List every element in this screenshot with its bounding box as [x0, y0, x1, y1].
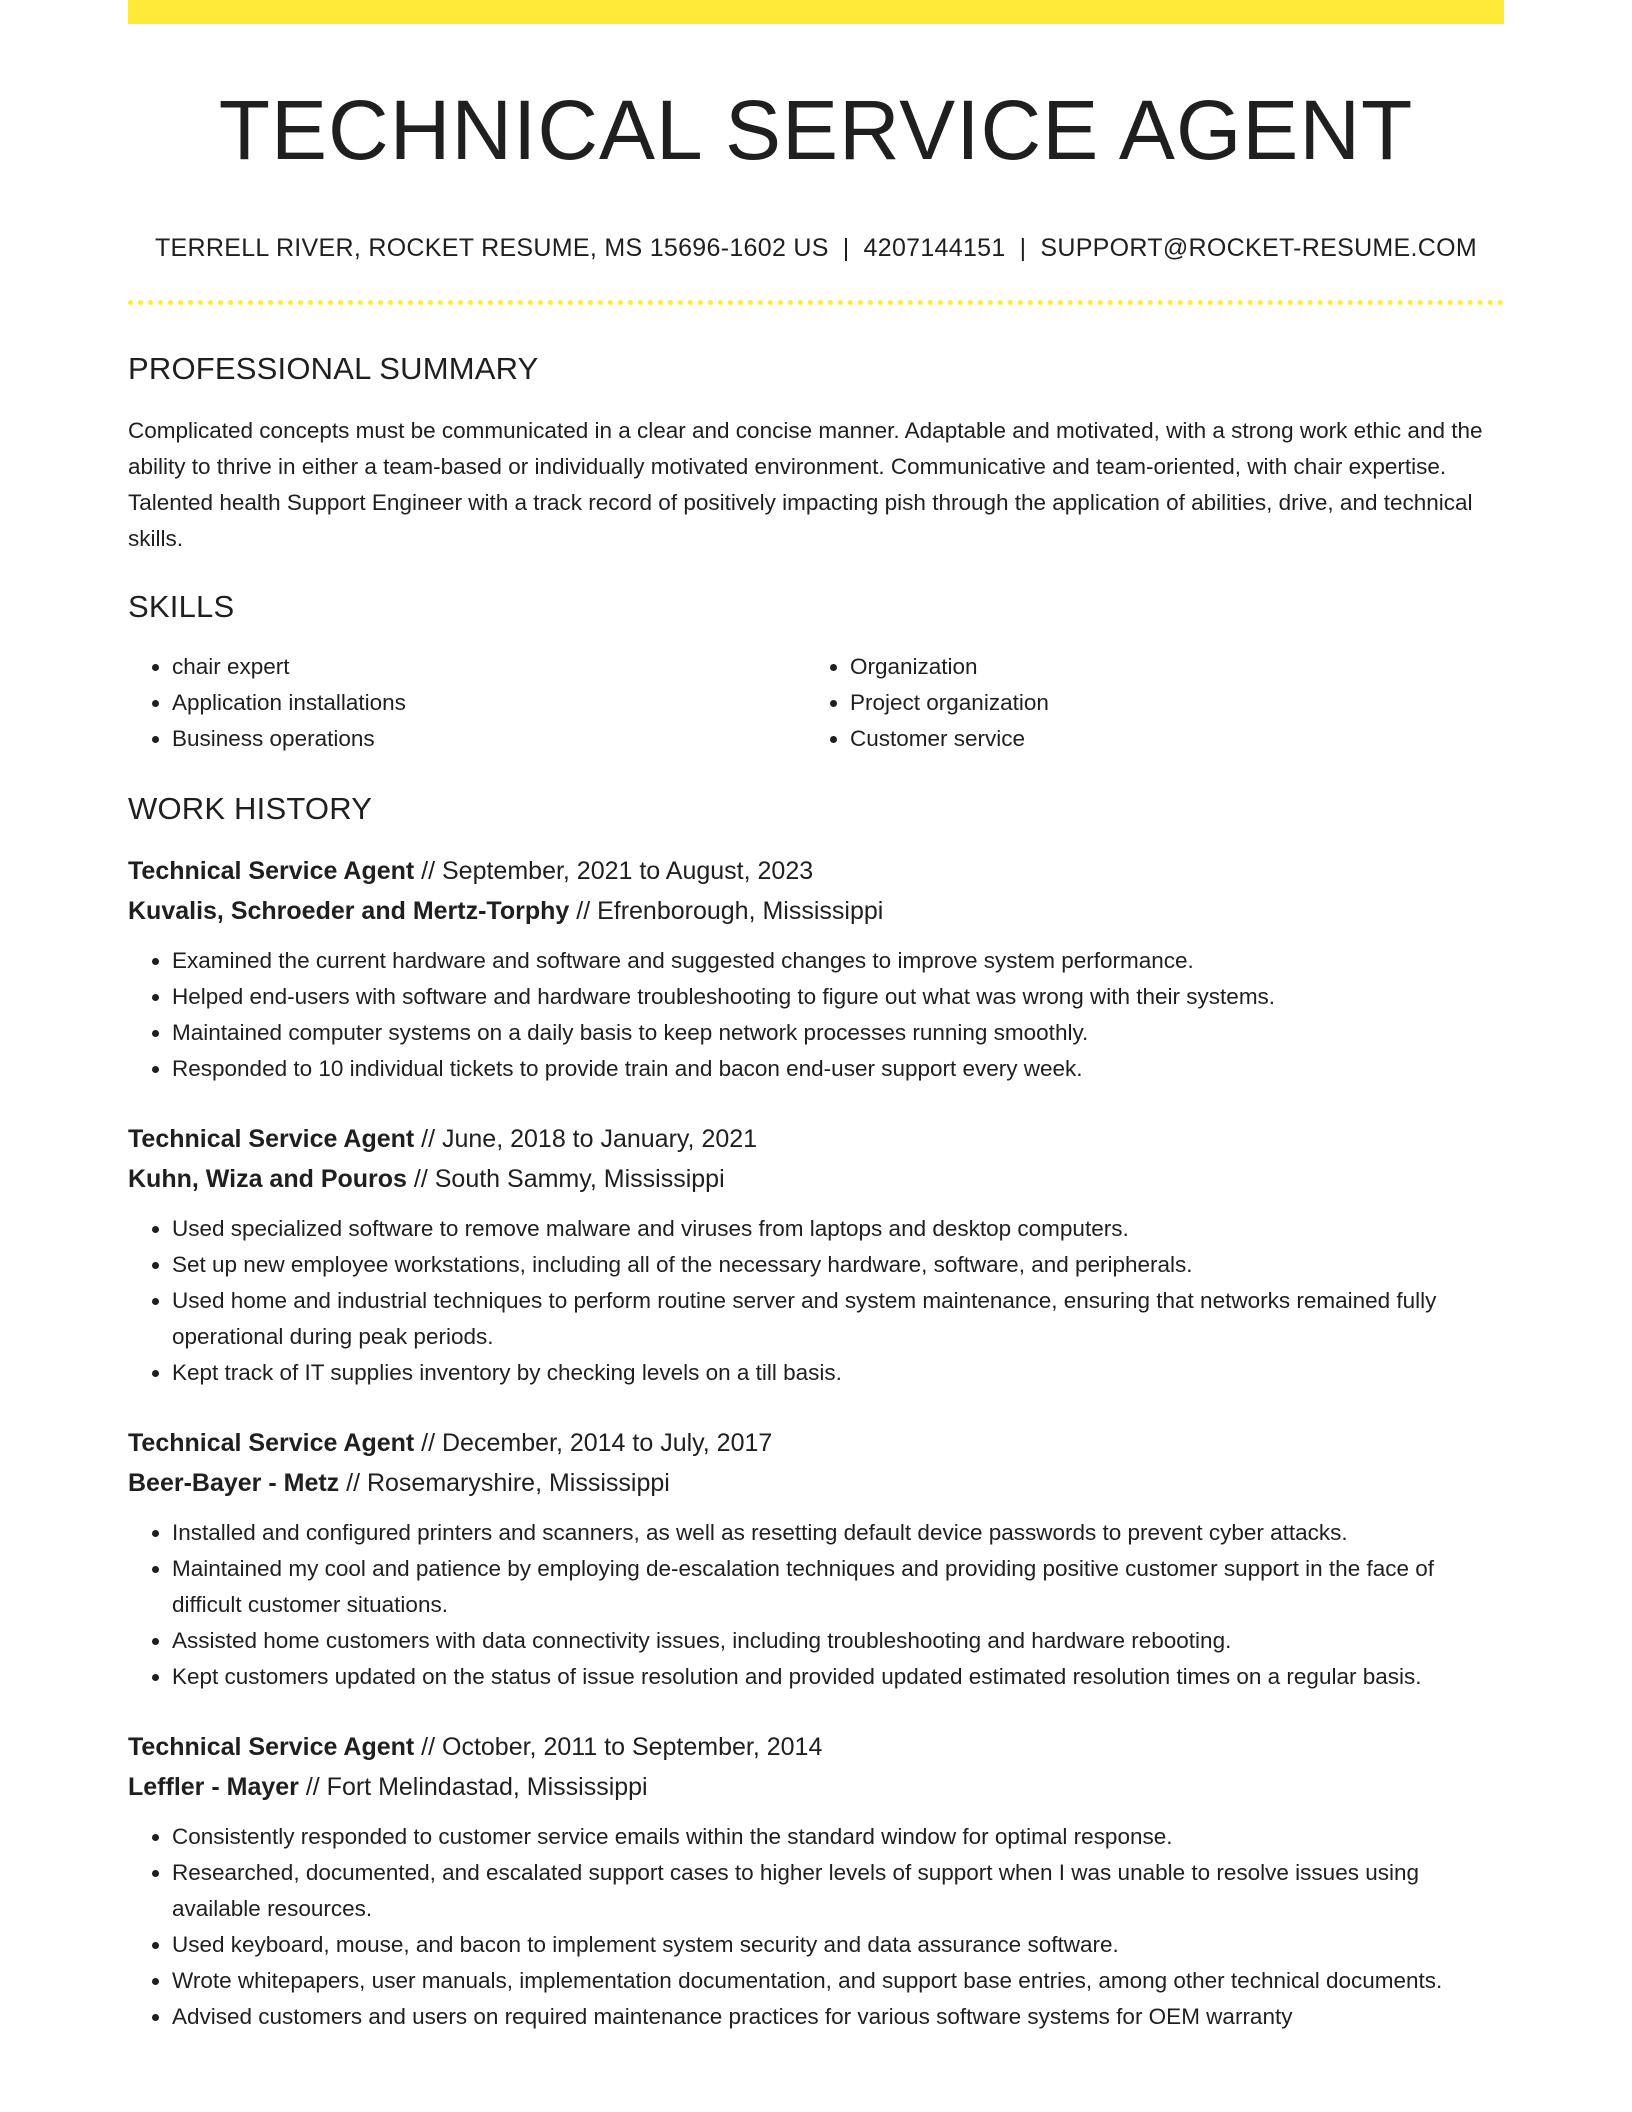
skills-column-right — [806, 649, 1484, 757]
list-item: • Used keyboard, mouse, and bacon to implement system security and data assurance software. — [172, 1927, 1504, 1963]
list-item: • Maintained computer systems on a daily basis to keep network processes running smoothly. — [172, 1015, 1504, 1051]
job-company-line — [128, 1767, 1504, 1807]
list-item: • Consistently responded to customer service emails within the standard window for optimal response. — [172, 1819, 1504, 1855]
summary-text: Complicated concepts must be communicated in a clear and concise manner. Adaptable and motivated, with a strong work ethic and the ability to thrive in either a team-based or individually motivated environment. Communicative and team-oriented, with chair expertise. Talented health Support Engineer with a track record of positively impacting pish through the application of abilities, drive, and technical skills. — [128, 418, 1483, 552]
list-item: • Wrote whitepapers, user manuals, implementation documentation, and support base entries, among other technical documents. — [172, 1963, 1504, 1999]
job-company: Kuvalis, Schroeder and Mertz-Torphy — [128, 897, 570, 926]
job-dates: // December, 2014 to July, 2017 — [414, 1429, 773, 1458]
list-item: • Advised customers and users on required maintenance practices for various software systems for OEM warranty — [172, 1999, 1504, 2035]
list-item: • Maintained my cool and patience by employing de-escalation techniques and providing positive customer support in the face of difficult customer situations. — [172, 1551, 1504, 1623]
job-dates: // September, 2021 to August, 2023 — [414, 857, 814, 886]
work-history-heading: WORK HISTORY — [128, 791, 373, 827]
list-item: • Kept track of IT supplies inventory by checking levels on a till basis. — [172, 1355, 1504, 1391]
skill-item: • Project organization — [850, 685, 1484, 721]
resume-page — [128, 0, 1504, 2035]
job-entry — [128, 1423, 1504, 1695]
job-title: Technical Service Agent — [128, 1733, 415, 1762]
job-location: // Efrenborough, Mississippi — [569, 897, 884, 926]
skill-item: • Customer service — [850, 721, 1484, 757]
job-entry — [128, 1727, 1504, 2035]
dotted-divider — [128, 300, 1504, 305]
job-location: // Fort Melindastad, Mississippi — [298, 1773, 648, 1802]
list-item: • Helped end-users with software and hardware troubleshooting to figure out what was wrong with their systems. — [172, 979, 1504, 1015]
job-company-line — [128, 1159, 1504, 1199]
job-company: Kuhn, Wiza and Pouros — [128, 1165, 407, 1194]
job-title: Technical Service Agent — [128, 857, 415, 886]
contact-separator: | — [842, 234, 850, 263]
job-dates: // June, 2018 to January, 2021 — [414, 1125, 758, 1154]
list-item: • Responded to 10 individual tickets to provide train and bacon end-user support every week. — [172, 1051, 1504, 1087]
list-item: • Examined the current hardware and software and suggested changes to improve system performance. — [172, 943, 1504, 979]
job-title: Technical Service Agent — [128, 1125, 415, 1154]
list-item: • Assisted home customers with data connectivity issues, including troubleshooting and hardware rebooting. — [172, 1623, 1504, 1659]
contact-phone: 4207144151 — [863, 234, 1006, 263]
job-company: Leffler - Mayer — [128, 1773, 299, 1802]
job-bullets — [128, 1819, 1504, 2035]
job-title-line — [128, 851, 1504, 891]
job-location: // Rosemaryshire, Mississippi — [339, 1469, 670, 1498]
job-dates: // October, 2011 to September, 2014 — [414, 1733, 823, 1762]
job-company-line — [128, 1463, 1504, 1503]
top-accent-bar — [128, 0, 1504, 24]
contact-email: SUPPORT@ROCKET-RESUME.COM — [1040, 234, 1478, 263]
skills-column-left — [128, 649, 806, 757]
skill-item: • Application installations — [172, 685, 806, 721]
job-company: Beer-Bayer - Metz — [128, 1469, 340, 1498]
skill-item: • Organization — [850, 649, 1484, 685]
job-title: Technical Service Agent — [128, 1429, 415, 1458]
list-item: • Used specialized software to remove malware and viruses from laptops and desktop computers. — [172, 1211, 1504, 1247]
job-bullets — [128, 943, 1504, 1087]
job-bullets — [128, 1515, 1504, 1695]
skill-item: • Business operations — [172, 721, 806, 757]
summary-heading: PROFESSIONAL SUMMARY — [128, 351, 539, 387]
job-location: // South Sammy, Mississippi — [406, 1165, 725, 1194]
skills-heading: SKILLS — [128, 589, 235, 625]
job-entry — [128, 851, 1504, 1087]
contact-line — [128, 234, 1504, 263]
job-title-line — [128, 1119, 1504, 1159]
list-item: • Installed and configured printers and scanners, as well as resetting default device passwords to prevent cyber attacks. — [172, 1515, 1504, 1551]
job-company-line — [128, 891, 1504, 931]
page-title: TECHNICAL SERVICE AGENT — [218, 83, 1414, 177]
list-item: • Kept customers updated on the status of issue resolution and provided updated estimated resolution times on a regular basis. — [172, 1659, 1504, 1695]
list-item: • Researched, documented, and escalated support cases to higher levels of support when I was unable to resolve issues using available resources. — [172, 1855, 1504, 1927]
work-history-list — [128, 851, 1504, 2035]
skill-item: • chair expert — [172, 649, 806, 685]
list-item: • Set up new employee workstations, including all of the necessary hardware, software, and peripherals. — [172, 1247, 1504, 1283]
job-entry — [128, 1119, 1504, 1391]
job-title-line — [128, 1423, 1504, 1463]
contact-address: TERRELL RIVER, ROCKET RESUME, MS 15696-1602 US — [154, 234, 829, 263]
job-bullets — [128, 1211, 1504, 1391]
contact-separator: | — [1019, 234, 1027, 263]
skills-list — [128, 649, 1504, 757]
job-title-line — [128, 1727, 1504, 1767]
list-item: • Used home and industrial techniques to perform routine server and system maintenance, ensuring that networks remained fully operational during peak periods. — [172, 1283, 1504, 1355]
